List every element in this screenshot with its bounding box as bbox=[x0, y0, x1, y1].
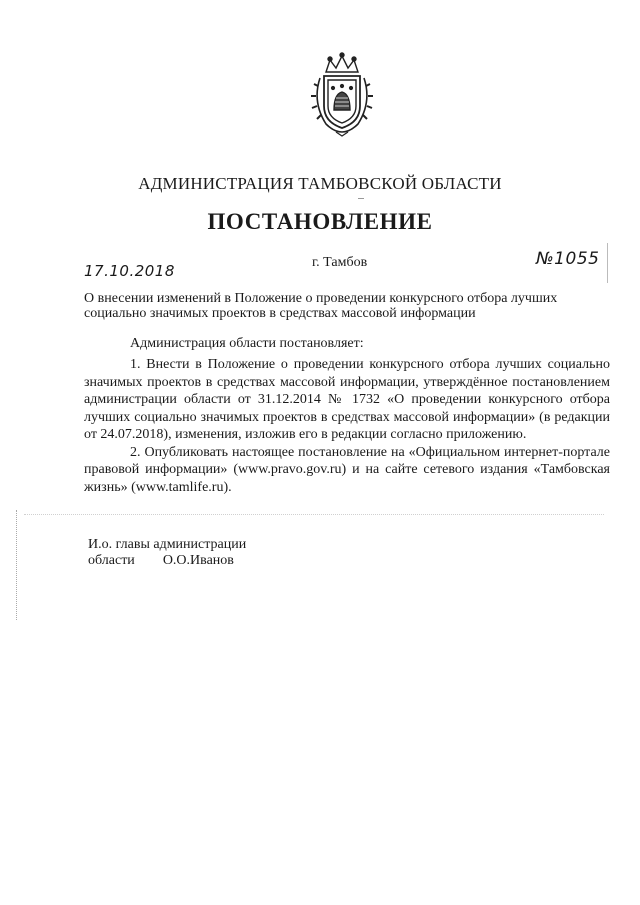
item-2: 2. Опубликовать настоящее постановление на «Официальном интернет-портале правовой информации» (www.pravo.gov.ru) и на сайте сетевого издания «Тамбовская жизнь» (www.tamlife.ru). bbox=[84, 444, 610, 495]
document-date: 17.10.2018 bbox=[84, 262, 175, 280]
document-number: №1055 bbox=[536, 249, 600, 269]
signer-position: И.о. главы администрации bbox=[88, 537, 247, 552]
issuing-authority: АДМИНИСТРАЦИЯ ТАМБОВСКОЙ ОБЛАСТИ bbox=[138, 174, 502, 193]
item-1: 1. Внести в Положение о проведении конкурсного отбора лучших социально значимых проектов в средствах массовой информации, утверждённое постановлением администрации области от 31.12.2014 № 1732 «О проведении конкурсного отбора лучших социально значимых проектов в средствах массовой информации» (в редакции от 24.07.2018), изменения, изложив его в редакции согласно приложению. bbox=[84, 357, 610, 442]
scan-mark bbox=[358, 198, 364, 199]
document-body bbox=[84, 356, 610, 496]
coat-of-arms-icon bbox=[302, 52, 382, 138]
signer-position-cont: области bbox=[88, 553, 135, 568]
document-city: г. Тамбов bbox=[312, 255, 368, 270]
signer-line-2 bbox=[88, 553, 246, 569]
scan-edge bbox=[16, 510, 19, 620]
document-subject: О внесении изменений в Положение о проведении конкурсного отбора лучших социально значимых проектов в средствах массовой информации bbox=[84, 291, 558, 321]
preamble: Администрация области постановляет: bbox=[130, 336, 364, 351]
signer-name: О.О.Иванов bbox=[162, 553, 234, 568]
document-type: ПОСТАНОВЛЕНИЕ bbox=[207, 209, 433, 234]
scan-line bbox=[24, 514, 604, 516]
signature-block bbox=[88, 537, 246, 569]
